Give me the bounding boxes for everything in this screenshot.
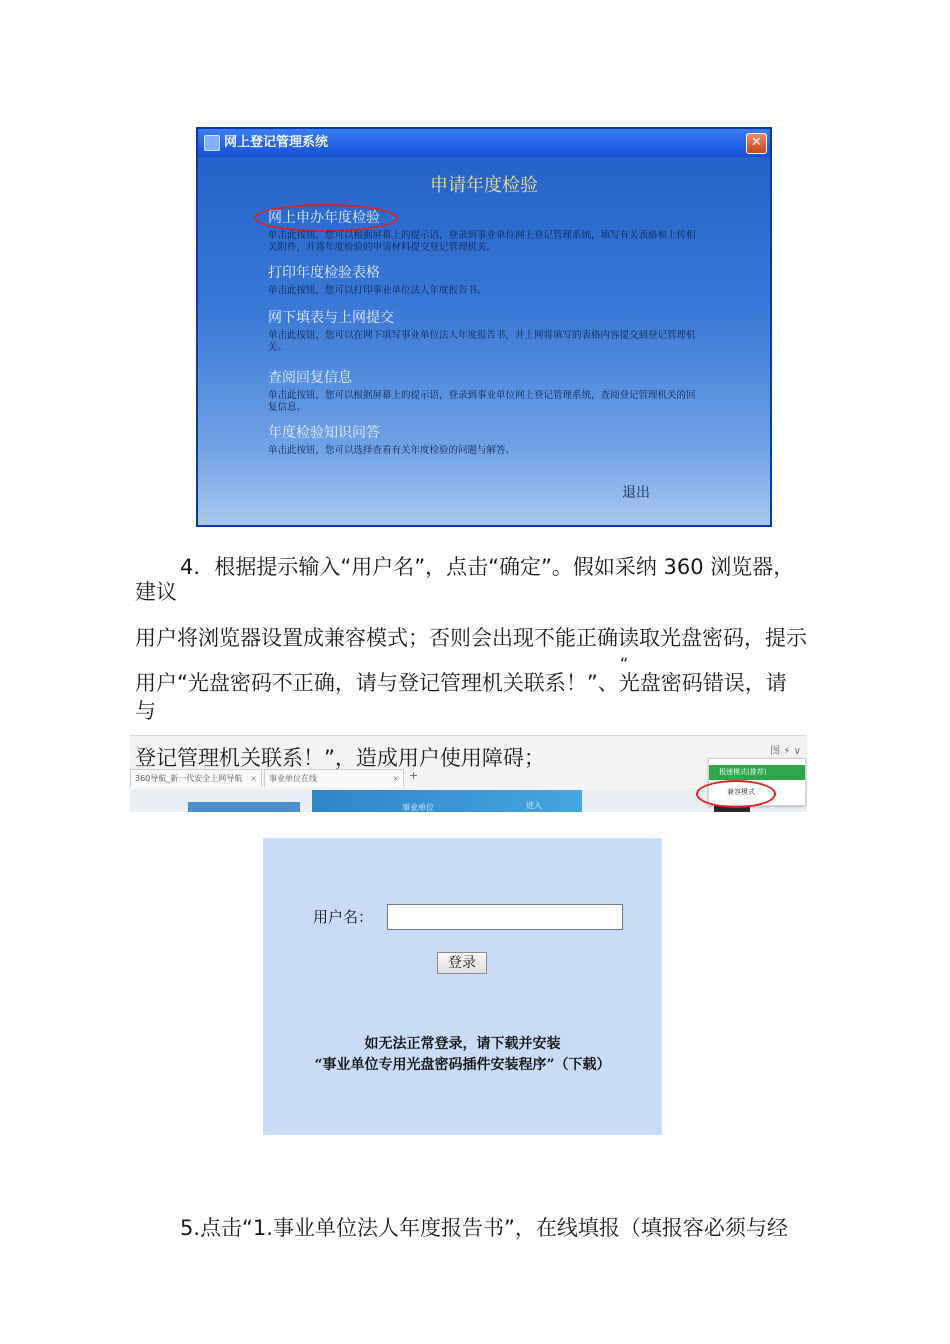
dialog-titlebar (198, 129, 770, 157)
option-offline-fill-desc: 单击此按钮，您可以在网下填写事业单位法人年度报告书，并上网将填写的表格内容提交到登记管理机关。 (268, 330, 696, 353)
menu-item-speed-mode[interactable]: 极速模式(推荐) (709, 765, 805, 780)
paragraph-4-line-6: 登记管理机关联系！”，造成用户使用障碍； (135, 746, 545, 770)
banner-enter-link[interactable]: 进入 (526, 801, 542, 810)
browser-tab-label: 360导航_新一代安全上网导航 (135, 774, 243, 783)
paragraph-4-line-3: 用户将浏览器设置成兼容模式；否则会出现不能正确读取光盘密码，提示 (135, 626, 807, 650)
option-online-apply-desc: 单击此按钮，您可以根据屏幕上的提示语，登录到事业单位网上登记管理系统，填写有关表格和上传相关附件，并将年度检验的申请材料提交登记管理机关。 (268, 230, 696, 253)
option-online-apply[interactable]: 网上申办年度检验 (268, 210, 380, 226)
highlight-circle (696, 780, 776, 808)
menu-item-compat-mode[interactable]: 兼容模式 (727, 788, 755, 796)
browser-tab-active[interactable] (264, 769, 404, 787)
paragraph-4-line-5: 与 (135, 699, 156, 723)
login-notice-line-1: 如无法正常登录，请下载并安装 (364, 1036, 561, 1052)
plugin-name: “事业单位专用光盘密码插件安装程序” (314, 1057, 555, 1073)
dialog-heading: 申请年度检验 (430, 175, 538, 196)
annual-inspection-dialog (196, 127, 772, 527)
login-button[interactable]: 登录 (437, 952, 487, 974)
new-tab-button[interactable]: + (409, 769, 419, 782)
page-banner (312, 790, 582, 812)
option-faq[interactable]: 年度检验知识问答 (268, 425, 380, 441)
browser-tab-label: 事业单位在线 (269, 774, 317, 783)
close-tab-icon[interactable]: × (250, 774, 257, 783)
username-label: 用户名： (313, 908, 374, 926)
paragraph-5-line-1: 5.点击“1.事业单位法人年度报告书”，在线填报（填报容必须与经 (180, 1216, 788, 1240)
exit-button[interactable]: 退出 (622, 485, 650, 501)
app-icon (204, 135, 220, 151)
banner-text: 事业单位 (402, 803, 434, 812)
download-link[interactable]: （下载） (554, 1057, 611, 1073)
stray-quote-mark: “ (620, 654, 629, 673)
option-print-forms-desc: 单击此按钮，您可以打印事业单位法人年度报告书。 (268, 285, 487, 296)
paragraph-4-line-1: 4．根据提示输入“用户名”，点击“确定”。假如采纳 360 浏览器， (180, 555, 795, 579)
login-panel (263, 838, 662, 1135)
option-print-forms[interactable]: 打印年度检验表格 (268, 265, 380, 281)
browser-tab-home[interactable] (130, 769, 262, 787)
close-button[interactable]: ✕ (746, 133, 767, 154)
page-left-block (188, 802, 300, 812)
option-view-reply-desc: 单击此按钮，您可以根据屏幕上的提示语，登录到事业单位网上登记管理系统，查阅登记管理机关的回复信息。 (268, 390, 696, 413)
dialog-title: 网上登记管理系统 (224, 135, 329, 150)
option-offline-fill[interactable]: 网下填表与上网提交 (268, 310, 394, 326)
username-input[interactable] (387, 904, 623, 930)
option-view-reply[interactable]: 查阅回复信息 (268, 370, 352, 386)
option-faq-desc: 单击此按钮，您可以选择查看有关年度检验的问题与解答。 (268, 445, 516, 456)
browser-mode-icons[interactable]: 图 ⚡ ∨ (770, 746, 801, 757)
close-tab-icon[interactable]: × (392, 774, 399, 783)
paragraph-4-line-4: 用户“光盘密码不正确，请与登记管理机关联系！”、光盘密码错误，请 (135, 671, 787, 695)
login-notice-line-2 (263, 1054, 662, 1074)
paragraph-4-line-2: 建议 (135, 580, 177, 604)
